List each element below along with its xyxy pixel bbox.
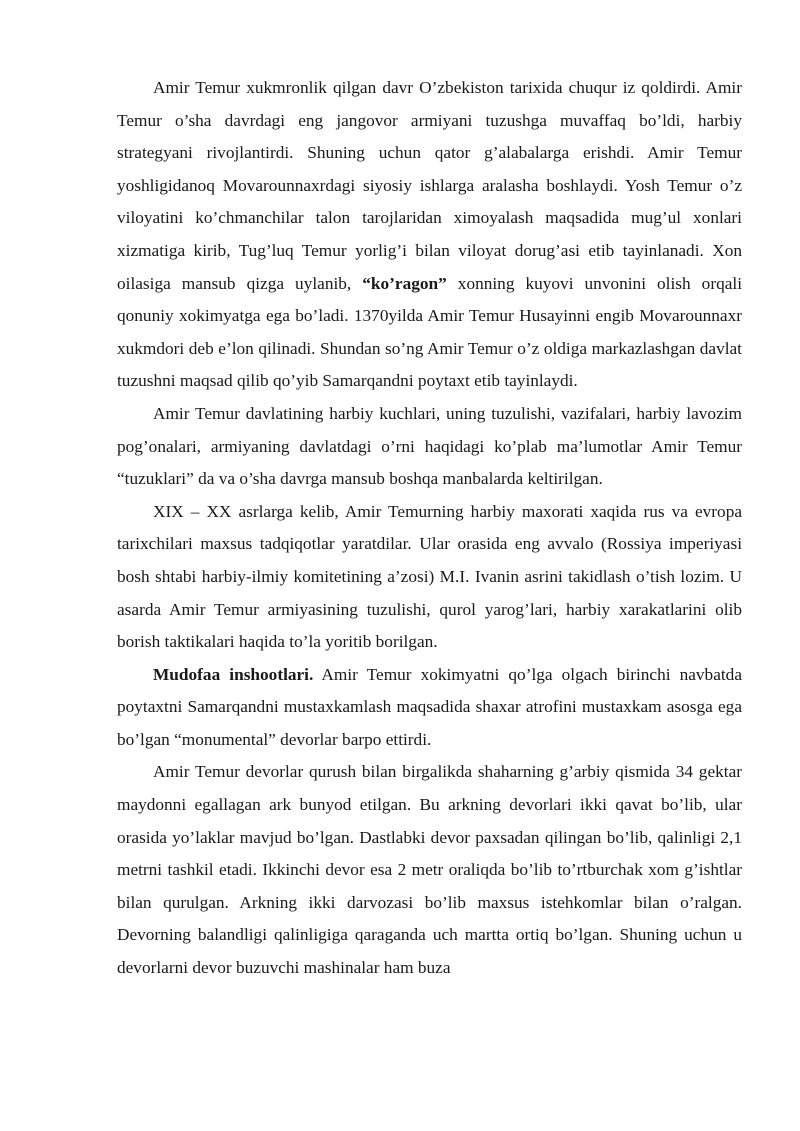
paragraph-text: Amir Temur devorlar qurush bilan birgalikda shaharning g’arbiy qismida 34 gektar maydonni egallagan ark bunyod etilgan. Bu arkning devorlari ikki qavat bo’lib, ular orasida yo’laklar mavjud bo’lgan. Dastlabki devor paxsadan qilingan bo’lib, qalinligi 2,1 metrni tashkil etadi. Ikkinchi devor esa 2 metr oraliqda bo’lib to’rtburchak xom g’ishtlar bilan qurulgan. Arkning ikki darvozasi bo’lib maxsus istehkomlar bilan o’ralgan. Devorning balandligi qalinligiga qaraganda uch martta ortiq bo’lgan. Shuning uchun u devorlarni devor buzuvchi mashinalar ham buza — [117, 762, 742, 978]
document-page — [117, 72, 742, 985]
paragraph-defensive-structures — [117, 659, 742, 757]
paragraph-amir-temur-rule — [117, 72, 742, 398]
paragraph-ark-walls — [117, 756, 742, 984]
section-heading-mudofaa: Mudofaa inshootlari. — [153, 664, 314, 684]
paragraph-military-forces — [117, 398, 742, 496]
paragraph-text: XIX – XX asrlarga kelib, Amir Temurning harbiy maxorati xaqida rus va evropa tarixchilari maxsus tadqiqotlar yaratdilar. Ular orasida eng avvalo (Rossiya imperiyasi bosh shtabi harbiy-ilmiy komitetining a’zosi) M.I. Ivanin asrini takidlash o’tish lozim. U asarda Amir Temur armiyasining tuzulishi, qurol yarog’lari, harbiy xarakatlarini olib borish taktikalari haqida to’la yoritib borilgan. — [117, 501, 742, 652]
paragraph-text: Amir Temur davlatining harbiy kuchlari, uning tuzulishi, vazifalari, harbiy lavozim pog’onalari, armiyaning davlatdagi o’rni haqidagi ko’plab ma’lumotlar Amir Temur “tuzuklari” da va o’sha davrga mansub boshqa manbalarda keltirilgan. — [117, 403, 742, 489]
paragraph-text: Amir Temur xokimyatni qo’lga olgach birinchi navbatda poytaxtni Samarqandni mustaxkamlash maqsadida shaxar atrofini mustaxkam asosga ega bo’lgan “monumental” devorlar barpo ettirdi. — [117, 664, 742, 749]
paragraph-historians-research — [117, 496, 742, 659]
paragraph-text-continued: xonning kuyovi unvonini olish orqali qonuniy xokimyatga ega bo’ladi. 1370yilda Amir Temur Husayinni engib Movarounnaxr xukmdori deb e’lon qilinadi. Shundan so’ng Amir Temur o’z oldiga markazlashgan davlat tuzushni maqsad qilib qo’yib Samarqandni poytaxt etib tayinlaydi. — [117, 273, 742, 391]
bold-term-koragon: “ko’ragon” — [362, 273, 447, 293]
paragraph-text: Amir Temur xukmronlik qilgan davr O’zbekiston tarixida chuqur iz qoldirdi. Amir Temur o’sha davrdagi eng jangovor armiyani tuzushga muvaffaq bo’ldi, harbiy strategyani rivojlantirdi. Shuning uchun qator g’alabalarga erishdi. Amir Temur yoshligidanoq Movarounnaxrdagi siyosiy ishlarga aralasha boshlaydi. Yosh Temur o’z viloyatini ko’chmanchilar talon tarojlaridan ximoyalash maqsadida mug’ul xonlari xizmatiga kirib, Tug’luq Temur yorlig’i bilan viloyat dorug’asi etib tayinlanadi. Xon oilasiga mansub qizga uylanib, — [117, 78, 742, 293]
